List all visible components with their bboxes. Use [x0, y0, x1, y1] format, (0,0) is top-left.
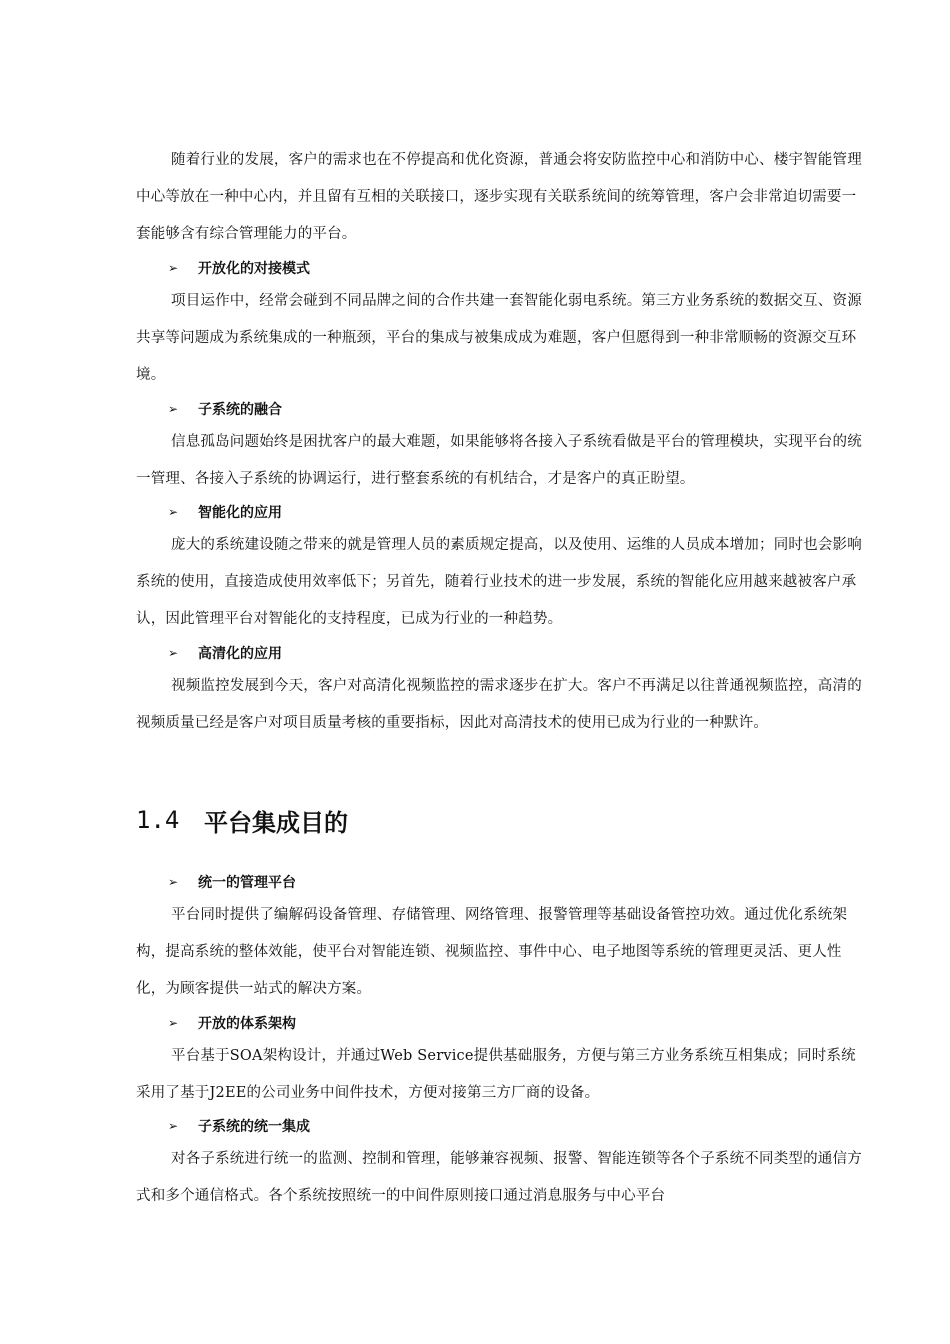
arrow-bullet-icon: ➢	[168, 1016, 179, 1030]
section-heading	[136, 800, 348, 840]
paragraph-system-construction: 庞大的系统建设随之带来的就是管理人员的素质规定提高，以及使用、运维的人员成本增加；同时也会影响系统的使用，直接造成使用效率低下；另首先，随着行业技术的进一步发展，系统的智能化应用越来越被客户承认，因此管理平台对智能化的支持程度，已成为行业的一种趋势。	[136, 537, 862, 627]
bullet-label: 统一的管理平台	[198, 875, 296, 891]
paragraph-platform-functions: 平台同时提供了编解码设备管理、存储管理、网络管理、报警管理等基础设备管控功效。通过优化系统架构，提高系统的整体效能，使平台对智能连锁、视频监控、事件中心、电子地图等系统的管理更灵活、更人性化，为顾客提供一站式的解决方案。	[136, 907, 848, 997]
bullet-intelligent-application	[168, 500, 282, 524]
bullet-unified-integration	[168, 1114, 310, 1138]
bullet-label: 开放化的对接模式	[198, 261, 310, 277]
bullet-hd-application	[168, 641, 282, 665]
bullet-unified-management	[168, 870, 296, 894]
arrow-bullet-icon: ➢	[168, 875, 179, 889]
arrow-bullet-icon: ➢	[168, 646, 179, 660]
section-number: 1.4	[136, 806, 180, 834]
bullet-label: 高清化的应用	[198, 646, 282, 662]
bullet-open-docking	[168, 256, 310, 280]
bullet-label: 开放的体系架构	[198, 1016, 296, 1032]
arrow-bullet-icon: ➢	[168, 1119, 179, 1133]
bullet-label: 子系统的融合	[198, 402, 282, 418]
paragraph-industry-development: 随着行业的发展，客户的需求也在不停提高和优化资源，普通会将安防监控中心和消防中心、楼宇智能管理中心等放在一种中心内，并且留有互相的关联接口，逐步实现有关联系统间的统筹管理，客户会非常迫切需要一套能够含有综合管理能力的平台。	[136, 152, 862, 242]
paragraph-soa-design: 平台基于SOA架构设计，并通过Web Service提供基础服务，方便与第三方业务系统互相集成；同时系统采用了基于J2EE的公司业务中间件技术，方便对接第三方厂商的设备。	[136, 1048, 856, 1101]
bullet-subsystem-fusion	[168, 397, 282, 421]
section-title: 平台集成目的	[204, 808, 348, 837]
paragraph-project-operation: 项目运作中，经常会碰到不同品牌之间的合作共建一套智能化弱电系统。第三方业务系统的数据交互、资源共享等问题成为系统集成的一种瓶颈，平台的集成与被集成成为难题，客户但愿得到一种非常顺畅的资源交互环境。	[136, 293, 862, 383]
bullet-label: 子系统的统一集成	[198, 1119, 310, 1135]
arrow-bullet-icon: ➢	[168, 505, 179, 519]
paragraph-information-island: 信息孤岛问题始终是困扰客户的最大难题，如果能够将各接入子系统看做是平台的管理模块，实现平台的统一管理、各接入子系统的协调运行，进行整套系统的有机结合，才是客户的真正盼望。	[136, 434, 862, 487]
bullet-label: 智能化的应用	[198, 505, 282, 521]
bullet-open-architecture	[168, 1011, 296, 1035]
arrow-bullet-icon: ➢	[168, 261, 179, 275]
arrow-bullet-icon: ➢	[168, 402, 179, 416]
paragraph-subsystem-monitoring: 对各子系统进行统一的监测、控制和管理，能够兼容视频、报警、智能连锁等各个子系统不同类型的通信方式和多个通信格式。各个系统按照统一的中间件原则接口通过消息服务与中心平台	[136, 1151, 862, 1204]
paragraph-video-surveillance: 视频监控发展到今天，客户对高清化视频监控的需求逐步在扩大。客户不再满足以往普通视频监控，高清的视频质量已经是客户对项目质量考核的重要指标，因此对高清技术的使用已成为行业的一种默许。	[136, 678, 862, 731]
